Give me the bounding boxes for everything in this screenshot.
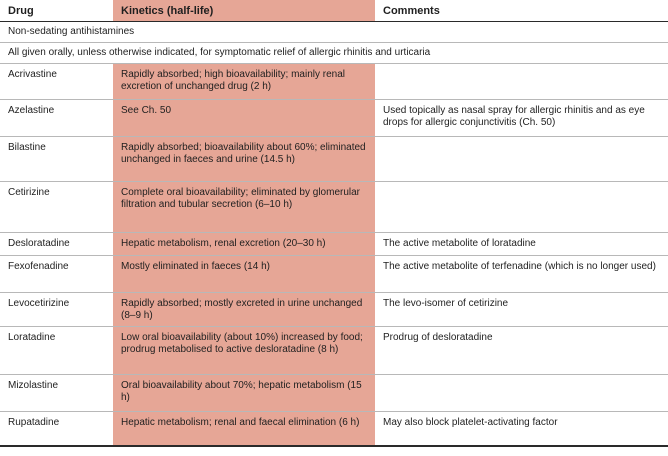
drug-name: Bilastine (0, 137, 113, 182)
kinetics-cell: Rapidly absorbed; mostly excreted in urine unchanged (8–9 h) (113, 293, 375, 327)
table-row (0, 182, 668, 233)
kinetics-cell: Hepatic metabolism; renal and faecal elimination (6 h) (113, 412, 375, 446)
kinetics-cell: Rapidly absorbed; high bioavailability; mainly renal excretion of unchanged drug (2 h) (113, 64, 375, 100)
kinetics-cell: Hepatic metabolism, renal excretion (20–30 h) (113, 233, 375, 256)
section-title-row (0, 22, 668, 43)
comments-cell: Used topically as nasal spray for allergic rhinitis and as eye drops for allergic conjunctivitis (Ch. 50) (375, 100, 668, 137)
drug-name: Acrivastine (0, 64, 113, 100)
table-row (0, 375, 668, 412)
comments-cell (375, 137, 668, 182)
comments-cell (375, 375, 668, 412)
section-note: All given orally, unless otherwise indicated, for symptomatic relief of allergic rhinitis and urticaria (0, 43, 668, 64)
comments-cell: The active metabolite of terfenadine (which is no longer used) (375, 256, 668, 293)
comments-cell (375, 64, 668, 100)
table-row (0, 256, 668, 293)
section-note-row (0, 43, 668, 64)
table-row (0, 412, 668, 446)
comments-cell: The levo-isomer of cetirizine (375, 293, 668, 327)
kinetics-cell: Oral bioavailability about 70%; hepatic metabolism (15 h) (113, 375, 375, 412)
table-row (0, 233, 668, 256)
header-comments: Comments (375, 0, 668, 22)
drug-name: Loratadine (0, 327, 113, 375)
kinetics-cell: See Ch. 50 (113, 100, 375, 137)
drug-name: Cetirizine (0, 182, 113, 233)
kinetics-cell: Low oral bioavailability (about 10%) increased by food; prodrug metabolised to active desloratadine (8 h) (113, 327, 375, 375)
header-row (0, 0, 668, 22)
section-title: Non-sedating antihistamines (0, 22, 668, 43)
comments-cell: May also block platelet-activating factor (375, 412, 668, 446)
comments-cell: Prodrug of desloratadine (375, 327, 668, 375)
drug-name: Levocetirizine (0, 293, 113, 327)
header-kinetics: Kinetics (half-life) (113, 0, 375, 22)
drug-name: Mizolastine (0, 375, 113, 412)
header-drug: Drug (0, 0, 113, 22)
table-row (0, 327, 668, 375)
drug-name: Rupatadine (0, 412, 113, 446)
table-row (0, 137, 668, 182)
comments-cell (375, 182, 668, 233)
drug-name: Desloratadine (0, 233, 113, 256)
kinetics-cell: Rapidly absorbed; bioavailability about 60%; eliminated unchanged in faeces and urine (14.5 h) (113, 137, 375, 182)
comments-cell: The active metabolite of loratadine (375, 233, 668, 256)
drug-name: Fexofenadine (0, 256, 113, 293)
table-row (0, 64, 668, 100)
kinetics-cell: Mostly eliminated in faeces (14 h) (113, 256, 375, 293)
kinetics-cell: Complete oral bioavailability; eliminated by glomerular filtration and tubular secretion (6–10 h) (113, 182, 375, 233)
drug-name: Azelastine (0, 100, 113, 137)
table-row (0, 293, 668, 327)
table-row (0, 100, 668, 137)
